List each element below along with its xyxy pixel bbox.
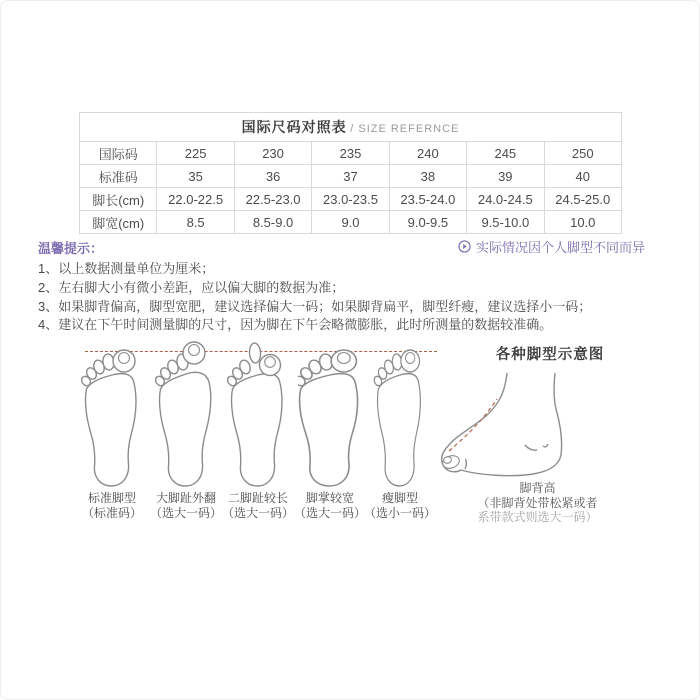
table-cell: 230 xyxy=(234,142,311,165)
row-label: 脚宽(cm) xyxy=(80,211,157,234)
tips-note-text: 实际情况因个人脚型不同而异 xyxy=(476,240,646,255)
table-title-row xyxy=(80,113,622,142)
foot-type-name: 瘦脚型 xyxy=(381,491,418,505)
side-label-line1: 脚背高 xyxy=(519,481,556,495)
table-row xyxy=(80,188,622,211)
table-cell: 37 xyxy=(312,165,389,188)
table-cell: 23.5-24.0 xyxy=(389,188,466,211)
tip-item: 1、以上数据测量单位为厘米； xyxy=(38,261,215,276)
tips-note xyxy=(458,237,645,256)
tips-list xyxy=(38,260,591,335)
table-cell: 240 xyxy=(389,142,466,165)
table-cell: 8.5-9.0 xyxy=(234,211,311,234)
table-cell: 9.5-10.0 xyxy=(467,211,544,234)
foot-side-view-icon xyxy=(437,371,597,483)
tip-item: 2、左右脚大小有微小差距，应以偏大脚的数据为准； xyxy=(38,279,345,295)
tip-item: 3、如果脚背偏高，脚型宽肥，建议选择偏大一码；如果脚背扁平，脚型纤瘦，建议选择小一码； xyxy=(38,298,592,314)
tip-item: 4、建议在下午时间测量脚的尺寸，因为脚在下午会略微膨胀，此时所测量的数据较准确。 xyxy=(38,317,553,333)
table-cell: 245 xyxy=(467,142,544,165)
table-cell: 9.0 xyxy=(312,211,389,234)
row-label: 国际码 xyxy=(80,142,157,165)
table-cell: 22.0-22.5 xyxy=(157,188,234,211)
footprint-wide-icon xyxy=(298,341,362,491)
foot-type-name: 大脚趾外翻 xyxy=(155,491,216,505)
table-cell: 9.0-9.5 xyxy=(389,211,466,234)
side-label-line3: 系带款式则选大一码） xyxy=(477,510,598,524)
side-view-label xyxy=(445,481,630,525)
side-view-title: 各种脚型示意图 xyxy=(495,347,605,363)
foot-type-advice: （选小一码） xyxy=(363,505,436,520)
foot-type-diagrams xyxy=(60,341,455,536)
row-label: 脚长(cm) xyxy=(80,188,157,211)
footprint-standard-icon xyxy=(80,341,144,491)
foot-type-advice: （标准码） xyxy=(81,505,142,520)
row-label: 标准码 xyxy=(80,165,157,188)
table-row xyxy=(80,142,622,165)
circle-arrow-icon xyxy=(458,240,471,253)
table-cell: 24.0-24.5 xyxy=(467,188,544,211)
table-title-cn: 国际尺码对照表 xyxy=(241,119,347,135)
foot-type-name: 二脚趾较长 xyxy=(227,491,288,505)
table-row xyxy=(80,211,622,234)
table-cell: 22.5-23.0 xyxy=(234,188,311,211)
footprint-thin-icon xyxy=(368,341,432,491)
table-title-en: / SIZE REFERNCE xyxy=(350,123,460,135)
foot-type-name: 标准脚型 xyxy=(87,491,136,505)
table-cell: 40 xyxy=(544,165,621,188)
foot-type-advice: （选大一码） xyxy=(221,505,294,520)
table-cell: 10.0 xyxy=(544,211,621,234)
tips-heading: 温馨提示： xyxy=(38,241,104,256)
table-row xyxy=(80,165,622,188)
table-cell: 35 xyxy=(157,165,234,188)
table-cell: 225 xyxy=(157,142,234,165)
table-cell: 24.5-25.0 xyxy=(544,188,621,211)
footprint-bigtoe-valgus-icon xyxy=(154,341,218,491)
table-cell: 23.0-23.5 xyxy=(312,188,389,211)
side-label-line2: （非脚背处带松紧或者 xyxy=(477,495,598,510)
table-cell: 36 xyxy=(234,165,311,188)
size-reference-table xyxy=(79,112,622,234)
foot-type-label xyxy=(345,491,455,520)
foot-type-advice: （选大一码） xyxy=(293,505,366,520)
table-cell: 250 xyxy=(544,142,621,165)
foot-type-name: 脚掌较宽 xyxy=(305,491,354,505)
footprint-long-second-toe-icon xyxy=(226,341,290,491)
foot-type-advice: （选大一码） xyxy=(149,505,222,520)
table-cell: 8.5 xyxy=(157,211,234,234)
table-cell: 39 xyxy=(467,165,544,188)
table-cell: 235 xyxy=(312,142,389,165)
table-cell: 38 xyxy=(389,165,466,188)
